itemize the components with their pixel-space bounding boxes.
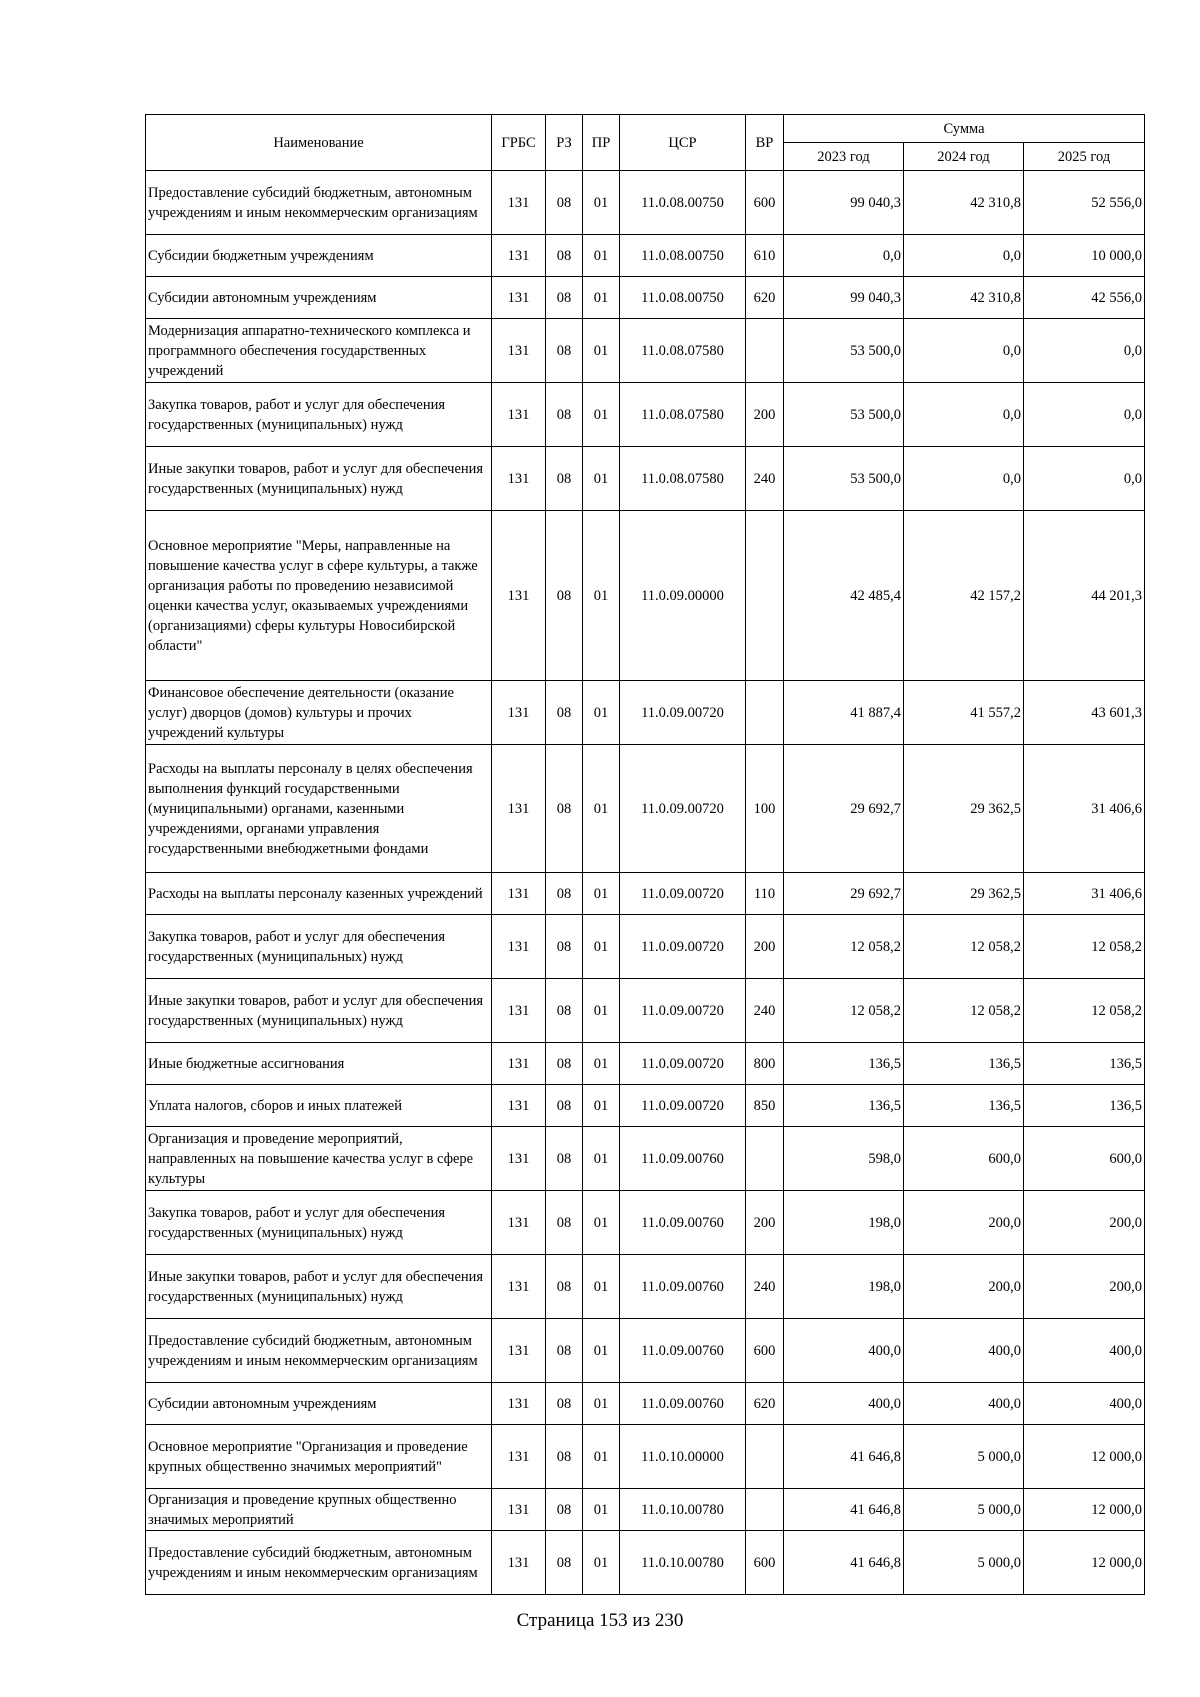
table-row <box>146 1191 1145 1255</box>
table-cell-name: Предоставление субсидий бюджетным, автономным учреждениям и иным некоммерческим организациям <box>146 1319 492 1383</box>
table-cell-2023: 99 040,3 <box>784 171 904 235</box>
table-cell-csr: 11.0.09.00720 <box>620 1085 746 1127</box>
table-cell-2024: 0,0 <box>904 235 1024 277</box>
table-cell-rz: 08 <box>546 1127 583 1191</box>
table-cell-pr: 01 <box>583 1383 620 1425</box>
table-cell-csr: 11.0.09.00760 <box>620 1255 746 1319</box>
table-cell-pr: 01 <box>583 277 620 319</box>
table-cell-2024: 0,0 <box>904 447 1024 511</box>
table-row <box>146 511 1145 681</box>
table-cell-rz: 08 <box>546 681 583 745</box>
table-cell-csr: 11.0.08.00750 <box>620 235 746 277</box>
table-cell-vr: 240 <box>746 447 784 511</box>
table-cell-rz: 08 <box>546 319 583 383</box>
table-cell-vr: 240 <box>746 979 784 1043</box>
table-cell-csr: 11.0.08.00750 <box>620 171 746 235</box>
table-cell-grbs: 131 <box>492 1489 546 1531</box>
table-cell-grbs: 131 <box>492 1127 546 1191</box>
table-cell-2025: 0,0 <box>1024 383 1145 447</box>
table-cell-grbs: 131 <box>492 681 546 745</box>
table-cell-csr: 11.0.09.00760 <box>620 1191 746 1255</box>
table-cell-name: Организация и проведение крупных общественно значимых мероприятий <box>146 1489 492 1531</box>
table-cell-2023: 53 500,0 <box>784 383 904 447</box>
table-cell-rz: 08 <box>546 1425 583 1489</box>
table-cell-2025: 44 201,3 <box>1024 511 1145 681</box>
table-cell-grbs: 131 <box>492 277 546 319</box>
table-row <box>146 915 1145 979</box>
table-cell-2024: 136,5 <box>904 1043 1024 1085</box>
table-cell-vr <box>746 681 784 745</box>
table-cell-grbs: 131 <box>492 383 546 447</box>
table-cell-name: Иные закупки товаров, работ и услуг для обеспечения государственных (муниципальных) нужд <box>146 1255 492 1319</box>
table-cell-2023: 53 500,0 <box>784 447 904 511</box>
table-cell-2025: 31 406,6 <box>1024 745 1145 873</box>
table-cell-pr: 01 <box>583 511 620 681</box>
table-row <box>146 745 1145 873</box>
table-cell-name: Иные бюджетные ассигнования <box>146 1043 492 1085</box>
table-row <box>146 277 1145 319</box>
table-cell-grbs: 131 <box>492 979 546 1043</box>
budget-table <box>145 114 1145 1595</box>
table-cell-2024: 400,0 <box>904 1319 1024 1383</box>
table-cell-grbs: 131 <box>492 873 546 915</box>
table-cell-vr: 620 <box>746 277 784 319</box>
table-cell-2023: 29 692,7 <box>784 745 904 873</box>
table-cell-vr: 600 <box>746 171 784 235</box>
table-cell-pr: 01 <box>583 1531 620 1595</box>
table-cell-name: Основное мероприятие "Меры, направленные на повышение качества услуг в сфере культуры, а также организация работы по проведению независимой оценки качества услуг, оказываемых учреждениями (организациями) сферы культуры Новосибирской области" <box>146 511 492 681</box>
table-cell-2023: 42 485,4 <box>784 511 904 681</box>
table-cell-2024: 42 310,8 <box>904 277 1024 319</box>
table-cell-grbs: 131 <box>492 915 546 979</box>
table-cell-csr: 11.0.09.00720 <box>620 681 746 745</box>
table-cell-name: Расходы на выплаты персоналу в целях обеспечения выполнения функций государственными (муниципальными) органами, казенными учреждениями, органами управления государственными внебюджетными фондами <box>146 745 492 873</box>
table-cell-2025: 52 556,0 <box>1024 171 1145 235</box>
table-cell-2024: 400,0 <box>904 1383 1024 1425</box>
table-cell-csr: 11.0.08.07580 <box>620 447 746 511</box>
table-cell-pr: 01 <box>583 979 620 1043</box>
table-cell-grbs: 131 <box>492 1043 546 1085</box>
table-cell-vr: 110 <box>746 873 784 915</box>
table-cell-2025: 600,0 <box>1024 1127 1145 1191</box>
table-cell-2024: 136,5 <box>904 1085 1024 1127</box>
table-row <box>146 1043 1145 1085</box>
table-cell-grbs: 131 <box>492 1425 546 1489</box>
table-cell-rz: 08 <box>546 1531 583 1595</box>
table-cell-2024: 29 362,5 <box>904 745 1024 873</box>
table-row <box>146 1127 1145 1191</box>
table-cell-2024: 12 058,2 <box>904 979 1024 1043</box>
table-cell-vr: 610 <box>746 235 784 277</box>
table-cell-rz: 08 <box>546 1319 583 1383</box>
table-cell-csr: 11.0.09.00000 <box>620 511 746 681</box>
table-cell-vr <box>746 319 784 383</box>
table-cell-pr: 01 <box>583 1127 620 1191</box>
table-cell-rz: 08 <box>546 277 583 319</box>
table-cell-rz: 08 <box>546 1383 583 1425</box>
table-cell-2025: 43 601,3 <box>1024 681 1145 745</box>
table-row <box>146 1383 1145 1425</box>
header-name: Наименование <box>146 115 492 171</box>
table-cell-vr: 200 <box>746 1191 784 1255</box>
table-cell-csr: 11.0.09.00720 <box>620 1043 746 1085</box>
table-row <box>146 1489 1145 1531</box>
table-cell-name: Закупка товаров, работ и услуг для обеспечения государственных (муниципальных) нужд <box>146 915 492 979</box>
table-cell-csr: 11.0.09.00720 <box>620 915 746 979</box>
table-cell-2025: 400,0 <box>1024 1319 1145 1383</box>
table-cell-2024: 5 000,0 <box>904 1489 1024 1531</box>
table-cell-name: Иные закупки товаров, работ и услуг для обеспечения государственных (муниципальных) нужд <box>146 447 492 511</box>
header-vr: ВР <box>746 115 784 171</box>
table-cell-rz: 08 <box>546 1489 583 1531</box>
table-cell-rz: 08 <box>546 1255 583 1319</box>
table-cell-2023: 0,0 <box>784 235 904 277</box>
table-cell-2023: 136,5 <box>784 1043 904 1085</box>
table-cell-pr: 01 <box>583 447 620 511</box>
header-csr: ЦСР <box>620 115 746 171</box>
table-row <box>146 447 1145 511</box>
table-cell-2023: 99 040,3 <box>784 277 904 319</box>
table-cell-name: Модернизация аппаратно-технического комплекса и программного обеспечения государственных учреждений <box>146 319 492 383</box>
header-year-2023: 2023 год <box>784 143 904 171</box>
table-cell-2024: 200,0 <box>904 1255 1024 1319</box>
table-cell-vr: 200 <box>746 383 784 447</box>
table-cell-csr: 11.0.08.07580 <box>620 319 746 383</box>
table-cell-2023: 400,0 <box>784 1319 904 1383</box>
table-cell-grbs: 131 <box>492 1383 546 1425</box>
table-cell-2023: 198,0 <box>784 1255 904 1319</box>
table-cell-rz: 08 <box>546 1043 583 1085</box>
table-cell-rz: 08 <box>546 235 583 277</box>
table-cell-2023: 29 692,7 <box>784 873 904 915</box>
table-cell-name: Закупка товаров, работ и услуг для обеспечения государственных (муниципальных) нужд <box>146 1191 492 1255</box>
table-cell-vr: 100 <box>746 745 784 873</box>
table-cell-pr: 01 <box>583 1489 620 1531</box>
table-cell-2025: 12 000,0 <box>1024 1489 1145 1531</box>
table-cell-vr: 240 <box>746 1255 784 1319</box>
table-row <box>146 979 1145 1043</box>
table-cell-grbs: 131 <box>492 511 546 681</box>
table-row <box>146 873 1145 915</box>
table-cell-pr: 01 <box>583 1425 620 1489</box>
table-cell-grbs: 131 <box>492 1085 546 1127</box>
table-cell-2024: 5 000,0 <box>904 1531 1024 1595</box>
table-cell-rz: 08 <box>546 511 583 681</box>
table-cell-2023: 41 646,8 <box>784 1531 904 1595</box>
table-cell-rz: 08 <box>546 1085 583 1127</box>
table-cell-2024: 0,0 <box>904 319 1024 383</box>
header-sum: Сумма <box>784 115 1145 143</box>
table-cell-vr: 620 <box>746 1383 784 1425</box>
table-row <box>146 1425 1145 1489</box>
table-cell-name: Организация и проведение мероприятий, направленных на повышение качества услуг в сфере культуры <box>146 1127 492 1191</box>
table-cell-grbs: 131 <box>492 1531 546 1595</box>
table-cell-name: Иные закупки товаров, работ и услуг для обеспечения государственных (муниципальных) нужд <box>146 979 492 1043</box>
table-cell-grbs: 131 <box>492 745 546 873</box>
table-cell-vr: 600 <box>746 1319 784 1383</box>
table-cell-2023: 198,0 <box>784 1191 904 1255</box>
table-cell-rz: 08 <box>546 383 583 447</box>
table-cell-2023: 12 058,2 <box>784 979 904 1043</box>
table-cell-name: Расходы на выплаты персоналу казенных учреждений <box>146 873 492 915</box>
table-cell-vr: 850 <box>746 1085 784 1127</box>
table-cell-csr: 11.0.09.00720 <box>620 873 746 915</box>
table-cell-pr: 01 <box>583 915 620 979</box>
table-cell-2025: 12 000,0 <box>1024 1531 1145 1595</box>
table-row <box>146 681 1145 745</box>
table-cell-2025: 12 058,2 <box>1024 915 1145 979</box>
table-cell-2024: 12 058,2 <box>904 915 1024 979</box>
table-cell-2023: 400,0 <box>784 1383 904 1425</box>
table-cell-name: Предоставление субсидий бюджетным, автономным учреждениям и иным некоммерческим организациям <box>146 1531 492 1595</box>
table-cell-rz: 08 <box>546 915 583 979</box>
table-cell-2024: 29 362,5 <box>904 873 1024 915</box>
header-year-2024: 2024 год <box>904 143 1024 171</box>
table-cell-pr: 01 <box>583 745 620 873</box>
table-cell-grbs: 131 <box>492 235 546 277</box>
table-cell-vr <box>746 511 784 681</box>
table-cell-2024: 5 000,0 <box>904 1425 1024 1489</box>
table-row <box>146 1255 1145 1319</box>
table-cell-2025: 200,0 <box>1024 1191 1145 1255</box>
table-row <box>146 1531 1145 1595</box>
table-cell-2025: 200,0 <box>1024 1255 1145 1319</box>
table-cell-csr: 11.0.09.00760 <box>620 1127 746 1191</box>
table-cell-2023: 41 646,8 <box>784 1489 904 1531</box>
table-cell-pr: 01 <box>583 383 620 447</box>
table-cell-pr: 01 <box>583 1085 620 1127</box>
table-row <box>146 235 1145 277</box>
table-cell-csr: 11.0.09.00760 <box>620 1383 746 1425</box>
table-cell-csr: 11.0.08.00750 <box>620 277 746 319</box>
table-cell-pr: 01 <box>583 319 620 383</box>
page-number: Страница 153 из 230 <box>516 1610 684 1631</box>
table-cell-2024: 0,0 <box>904 383 1024 447</box>
table-cell-csr: 11.0.10.00780 <box>620 1531 746 1595</box>
table-cell-2024: 200,0 <box>904 1191 1024 1255</box>
table-cell-name: Уплата налогов, сборов и иных платежей <box>146 1085 492 1127</box>
table-cell-rz: 08 <box>546 745 583 873</box>
table-cell-vr <box>746 1127 784 1191</box>
table-cell-rz: 08 <box>546 1191 583 1255</box>
table-cell-2025: 400,0 <box>1024 1383 1145 1425</box>
table-cell-2023: 136,5 <box>784 1085 904 1127</box>
table-cell-2025: 136,5 <box>1024 1043 1145 1085</box>
table-cell-pr: 01 <box>583 1043 620 1085</box>
table-cell-grbs: 131 <box>492 319 546 383</box>
table-cell-name: Субсидии бюджетным учреждениям <box>146 235 492 277</box>
table-cell-2023: 12 058,2 <box>784 915 904 979</box>
table-cell-csr: 11.0.09.00720 <box>620 979 746 1043</box>
header-pr: ПР <box>583 115 620 171</box>
table-cell-name: Финансовое обеспечение деятельности (оказание услуг) дворцов (домов) культуры и прочих учреждений культуры <box>146 681 492 745</box>
table-cell-2023: 598,0 <box>784 1127 904 1191</box>
table-cell-name: Основное мероприятие "Организация и проведение крупных общественно значимых мероприятий" <box>146 1425 492 1489</box>
table-cell-grbs: 131 <box>492 1255 546 1319</box>
table-row <box>146 1319 1145 1383</box>
header-rz: РЗ <box>546 115 583 171</box>
table-cell-name: Закупка товаров, работ и услуг для обеспечения государственных (муниципальных) нужд <box>146 383 492 447</box>
table-cell-pr: 01 <box>583 873 620 915</box>
header-grbs: ГРБС <box>492 115 546 171</box>
table-cell-grbs: 131 <box>492 171 546 235</box>
table-cell-2025: 10 000,0 <box>1024 235 1145 277</box>
table-cell-2025: 136,5 <box>1024 1085 1145 1127</box>
table-cell-rz: 08 <box>546 979 583 1043</box>
table-cell-2025: 31 406,6 <box>1024 873 1145 915</box>
table-cell-vr: 800 <box>746 1043 784 1085</box>
table-cell-name: Предоставление субсидий бюджетным, автономным учреждениям и иным некоммерческим организациям <box>146 171 492 235</box>
table-cell-csr: 11.0.10.00000 <box>620 1425 746 1489</box>
table-cell-2025: 12 058,2 <box>1024 979 1145 1043</box>
table-cell-2025: 12 000,0 <box>1024 1425 1145 1489</box>
table-cell-2023: 41 887,4 <box>784 681 904 745</box>
table-cell-csr: 11.0.09.00760 <box>620 1319 746 1383</box>
header-year-2025: 2025 год <box>1024 143 1145 171</box>
table-cell-2025: 0,0 <box>1024 447 1145 511</box>
table-cell-2024: 42 157,2 <box>904 511 1024 681</box>
table-row <box>146 319 1145 383</box>
table-cell-pr: 01 <box>583 171 620 235</box>
table-cell-2024: 600,0 <box>904 1127 1024 1191</box>
table-cell-name: Субсидии автономным учреждениям <box>146 1383 492 1425</box>
table-cell-csr: 11.0.09.00720 <box>620 745 746 873</box>
table-cell-grbs: 131 <box>492 1319 546 1383</box>
table-cell-2024: 41 557,2 <box>904 681 1024 745</box>
table-row <box>146 171 1145 235</box>
table-cell-pr: 01 <box>583 1191 620 1255</box>
table-body <box>146 171 1145 1595</box>
table-cell-pr: 01 <box>583 681 620 745</box>
table-cell-2025: 42 556,0 <box>1024 277 1145 319</box>
table-cell-csr: 11.0.10.00780 <box>620 1489 746 1531</box>
table-cell-rz: 08 <box>546 447 583 511</box>
table-cell-2024: 42 310,8 <box>904 171 1024 235</box>
table-cell-grbs: 131 <box>492 447 546 511</box>
table-cell-name: Субсидии автономным учреждениям <box>146 277 492 319</box>
table-cell-vr: 600 <box>746 1531 784 1595</box>
table-cell-2023: 53 500,0 <box>784 319 904 383</box>
table-cell-vr <box>746 1489 784 1531</box>
table-cell-rz: 08 <box>546 171 583 235</box>
table-cell-pr: 01 <box>583 1319 620 1383</box>
table-cell-rz: 08 <box>546 873 583 915</box>
table-cell-csr: 11.0.08.07580 <box>620 383 746 447</box>
table-row <box>146 383 1145 447</box>
table-cell-vr: 200 <box>746 915 784 979</box>
table-cell-2025: 0,0 <box>1024 319 1145 383</box>
table-row <box>146 1085 1145 1127</box>
table-header <box>146 115 1145 171</box>
table-cell-grbs: 131 <box>492 1191 546 1255</box>
table-cell-pr: 01 <box>583 1255 620 1319</box>
table-cell-2023: 41 646,8 <box>784 1425 904 1489</box>
table-cell-vr <box>746 1425 784 1489</box>
table-cell-pr: 01 <box>583 235 620 277</box>
